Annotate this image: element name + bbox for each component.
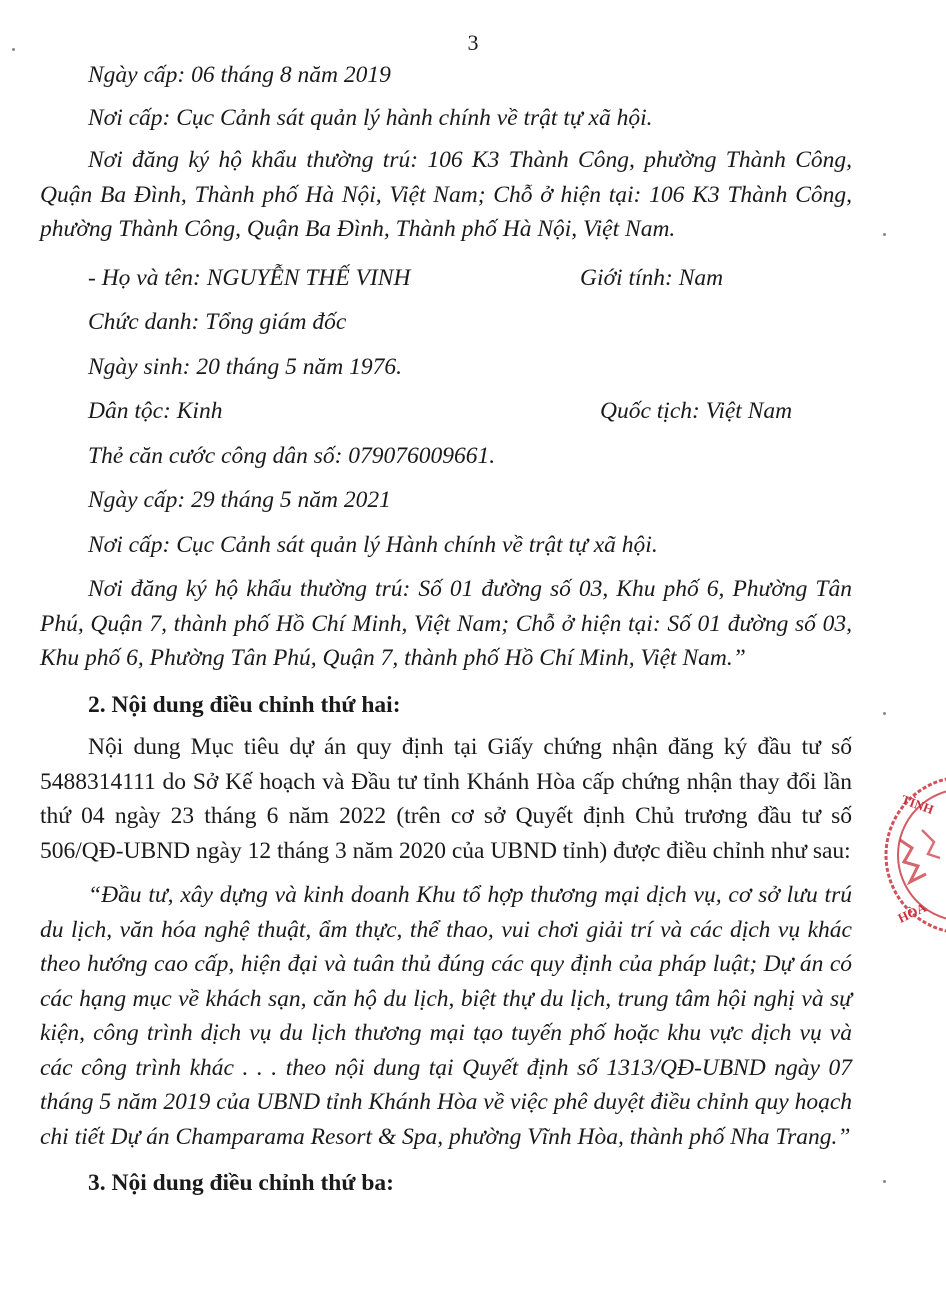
seal-text-top: TỈNH [899, 791, 936, 818]
nationality: Quốc tịch: Việt Nam [600, 398, 793, 424]
ethnicity: Dân tộc: Kinh [88, 398, 223, 424]
seal-graphic [882, 770, 946, 940]
page-number: 3 [467, 30, 479, 55]
official-seal [882, 770, 946, 940]
residence-2: Nơi đăng ký hộ khẩu thường trú: Số 01 đường số 03, Khu phố 6, Phường Tân Phú, Quận 7, thành phố Hồ Chí Minh, Việt Nam; Chỗ ở hiện tại: Số 01 đường số 03, Khu phố 6, Phường Tân Phú, Quận 7, thành phố Hồ Chí Minh, Việt Nam.” [40, 576, 852, 671]
scan-speck [883, 712, 886, 715]
job-title: Chức danh: Tổng giám đốc [88, 309, 347, 335]
gender: Giới tính: Nam [580, 264, 724, 291]
scan-speck [12, 48, 15, 51]
section-2-body: Nội dung Mục tiêu dự án quy định tại Giấy chứng nhận đăng ký đầu tư số 5488314111 do Sở Kế hoạch và Đầu tư tỉnh Khánh Hòa cấp chứng nhận thay đổi lần thứ 04 ngày 23 tháng 6 năm 2022 (trên cơ sở Quyết định Chủ trương đầu tư số 506/QĐ-UBND ngày 12 tháng 3 năm 2020 của UBND tỉnh) được điều chỉnh như sau: [40, 734, 852, 864]
id-card-number: Thẻ căn cước công dân số: 079076009661. [88, 442, 496, 469]
name-gender-row [40, 261, 852, 296]
birth-date: Ngày sinh: 20 tháng 5 năm 1976. [88, 353, 402, 380]
full-name: - Họ và tên: NGUYỄN THẾ VINH [88, 264, 411, 291]
section-2-quote: “Đầu tư, xây dựng và kinh doanh Khu tổ hợp thương mại dịch vụ, cơ sở lưu trú du lịch, văn hóa nghệ thuật, ẩm thực, thể thao, vui chơi giải trí và các dịch vụ khác theo hướng cao cấp, hiện đại và tuân thủ đúng các quy định của pháp luật; Dự án có các hạng mục về khách sạn, căn hộ du lịch, biệt thự du lịch, trung tâm hội nghị và sự kiện, công trình dịch vụ du lịch thương mại tạo tuyến phố hoặc khu vực dịch vụ và các công trình khác . . . theo nội dung tại Quyết định số 1313/QĐ-UBND ngày 07 tháng 5 năm 2019 của UBND tỉnh Khánh Hòa về việc phê duyệt điều chỉnh quy hoạch chi tiết Dự án Champarama Resort & Spa, phường Vĩnh Hòa, thành phố Nha Trang.” [40, 882, 852, 1150]
document-body [40, 58, 852, 1201]
residence-1: Nơi đăng ký hộ khẩu thường trú: 106 K3 Thành Công, phường Thành Công, Quận Ba Đình, Thành phố Hà Nội, Việt Nam; Chỗ ở hiện tại: 106 K3 Thành Công, phường Thành Công, Quận Ba Đình, Thành phố Hà Nội, Việt Nam. [40, 147, 852, 242]
issue-date-1: Ngày cấp: 06 tháng 8 năm 2019 [88, 62, 391, 88]
issue-date-2: Ngày cấp: 29 tháng 5 năm 2021 [88, 487, 391, 513]
section-3-heading: 3. Nội dung điều chỉnh thứ ba: [88, 1170, 394, 1196]
issue-place-1: Nơi cấp: Cục Cảnh sát quản lý hành chính về trật tự xã hội. [88, 104, 653, 131]
scan-speck [883, 1180, 886, 1183]
ethnicity-nationality-row [40, 394, 852, 429]
scan-speck [883, 233, 886, 236]
seal-text-bottom: HÒA [895, 899, 929, 926]
section-2-heading: 2. Nội dung điều chỉnh thứ hai: [88, 691, 401, 718]
issue-place-2: Nơi cấp: Cục Cảnh sát quản lý Hành chính về trật tự xã hội. [88, 531, 658, 558]
